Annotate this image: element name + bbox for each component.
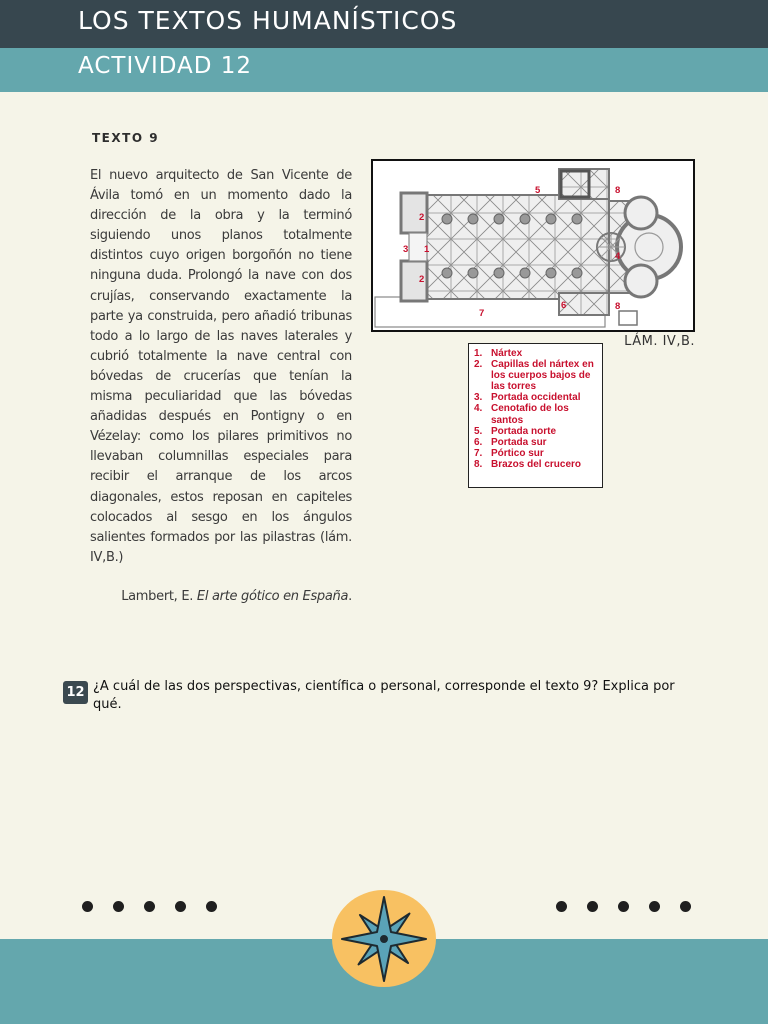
dot — [113, 901, 124, 912]
question-number-badge: 12 — [63, 681, 88, 704]
legend-item: 6. Portada sur — [474, 436, 547, 448]
plan-label-8b: 8 — [615, 301, 621, 312]
dot — [649, 901, 660, 912]
legend-item: 1. Nártex — [474, 348, 523, 359]
legend-item: 2. Capillas del nártex en los cuerpos bajos de las torres — [474, 359, 594, 393]
plan-label-5: 5 — [535, 185, 541, 196]
plan-label-1: 1 — [424, 244, 430, 255]
legend-item: 7. Pórtico sur — [474, 447, 544, 459]
plan-label-2a: 2 — [419, 212, 425, 223]
citation-title: El arte gótico en España — [196, 589, 349, 604]
figure-caption: LÁM. IV,B. — [624, 334, 695, 349]
plan-legend — [468, 343, 603, 488]
plan-label-3: 3 — [403, 244, 409, 255]
page-title: LOS TEXTOS HUMANÍSTICOS — [78, 6, 458, 35]
dot — [144, 901, 155, 912]
legend-item: 3. Portada occidental — [474, 392, 581, 404]
text-label: TEXTO 9 — [92, 131, 160, 145]
legend-item: 4. Cenotafio de los santos — [474, 403, 569, 426]
decorative-dots-right — [556, 901, 691, 912]
dot — [175, 901, 186, 912]
citation-end: . — [348, 589, 352, 604]
citation — [90, 589, 352, 604]
decorative-dots-left — [82, 901, 217, 912]
dot — [618, 901, 629, 912]
dot — [556, 901, 567, 912]
compass-badge — [332, 890, 436, 987]
body-text: El nuevo arquitecto de San Vicente de Ávila tomó en un momento dado la dirección de la obra y la terminó siguiendo unos planos totalmente distintos cuyo origen borgoñón no tiene ninguna duda. Prolongó la nave con dos crujías, conservando exactamente la parte ya construida, pero añadió tribunas todo a lo largo de las naves laterales y cubrió totalmente la nave central con bóvedas de crucerías que tenían la misma peculiaridad que las bóvedas añadidas después en Pontigny o en Vézelay: como los pilares primitivos no llevaban columnillas especiales para recibir el arranque de los arcos diagonales, estos reposan en capiteles colocados al sesgo en los ángulos salientes formados por las pilastras (lám. IV,B.) — [90, 168, 352, 565]
floor-plan-image — [371, 159, 695, 332]
subtitle-bar — [0, 48, 768, 92]
compass-star-icon — [332, 890, 436, 987]
activity-title: ACTIVIDAD 12 — [78, 53, 253, 79]
citation-author: Lambert, E. — [121, 589, 197, 604]
dot — [587, 901, 598, 912]
title-bar — [0, 0, 768, 48]
legend-item: 5. Portada norte — [474, 425, 557, 437]
question-text: ¿A cuál de las dos perspectivas, científica o personal, corresponde el texto 9? Explica por qué. — [93, 679, 675, 712]
dot — [206, 901, 217, 912]
plan-label-4: 4 — [615, 251, 621, 262]
plan-label-7: 7 — [479, 308, 485, 319]
dot — [82, 901, 93, 912]
plan-label-2b: 2 — [419, 274, 425, 285]
plan-label-8a: 8 — [615, 185, 621, 196]
legend-item: 8. Brazos del crucero — [474, 458, 582, 470]
floor-plan-drawing — [373, 161, 693, 330]
dot — [680, 901, 691, 912]
plan-label-6: 6 — [561, 300, 567, 311]
